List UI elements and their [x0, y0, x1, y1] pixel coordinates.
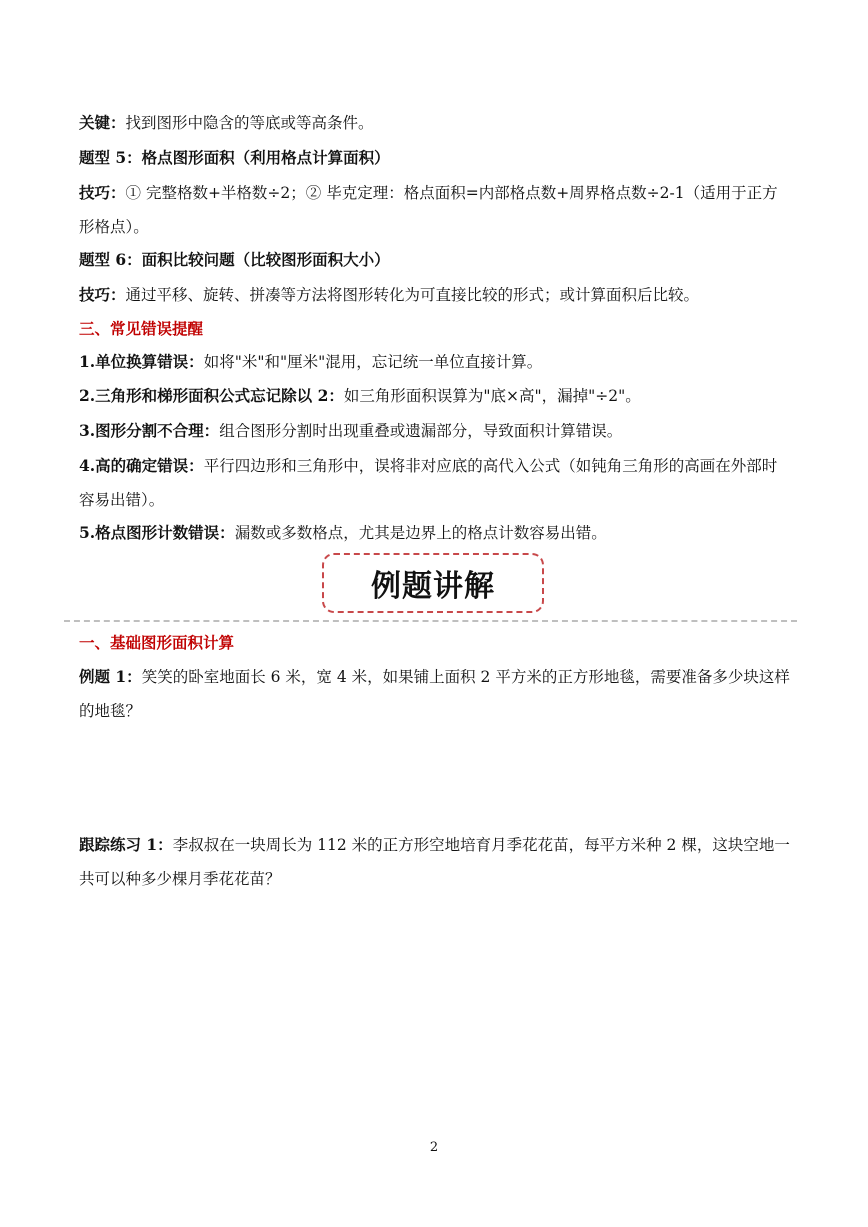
key-text: 找到图形中隐含的等底或等高条件。	[125, 114, 374, 132]
err4-text: 平行四边形和三角形中，误将非对应底的高代入公式（如钝角三角形的高画在外部时容易出错）。	[79, 457, 778, 509]
key-label: 关键：	[79, 113, 126, 132]
err3-label: 3.图形分割不合理：	[79, 421, 220, 440]
tip6-label: 技巧：	[79, 285, 126, 304]
err3-text: 组合图形分割时出现重叠或遗漏部分，导致面积计算错误。	[219, 422, 623, 440]
err4-label: 4.高的确定错误：	[79, 456, 204, 475]
example1-paragraph	[79, 660, 791, 728]
tip6-line	[79, 284, 699, 306]
err5-label: 5.格点图形计数错误：	[79, 523, 235, 542]
err1-label: 1.单位换算错误：	[79, 352, 204, 371]
type6-label: 题型 6：面积比较问题（比较图形面积大小）	[79, 250, 390, 269]
example1-text: 笑笑的卧室地面长 6 米，宽 4 米，如果铺上面积 2 平方米的正方形地毯，需要准备多少块这样的地毯？	[79, 668, 790, 720]
page-number: 2	[429, 1140, 439, 1155]
err5-line	[79, 522, 607, 544]
err2-label: 2.三角形和梯形面积公式忘记除以 2：	[79, 386, 344, 405]
err2-line	[79, 385, 641, 407]
key-line	[79, 112, 374, 134]
tip6-text: 通过平移、旋转、拼凑等方法将图形转化为可直接比较的形式；或计算面积后比较。	[125, 286, 700, 304]
section3-label: 三、常见错误提醒	[79, 319, 204, 338]
type5-label: 题型 5：格点图形面积（利用格点计算面积）	[79, 148, 390, 167]
err3-line	[79, 420, 622, 442]
tip5-paragraph	[79, 176, 791, 244]
example1-label: 例题 1：	[79, 667, 142, 686]
practice1-paragraph	[79, 828, 791, 896]
practice1-text: 李叔叔在一块周长为 112 米的正方形空地培育月季花花苗，每平方米种 2 棵，这块空地一共可以种多少棵月季花花苗？	[79, 836, 790, 888]
tip5-label: 技巧：	[79, 183, 126, 202]
section3-heading	[79, 318, 203, 340]
section1-label: 一、基础图形面积计算	[79, 633, 235, 652]
section-divider	[64, 620, 797, 622]
example-banner	[322, 553, 544, 613]
err1-line	[79, 351, 542, 373]
err2-text: 如三角形面积误算为"底×高"，漏掉"÷2"。	[343, 387, 641, 405]
err4-paragraph	[79, 449, 791, 517]
section1-heading	[79, 632, 234, 654]
err5-text: 漏数或多数格点，尤其是边界上的格点计数容易出错。	[234, 524, 607, 542]
err1-text: 如将"米"和"厘米"混用，忘记统一单位直接计算。	[203, 353, 543, 371]
practice1-label: 跟踪练习 1：	[79, 835, 173, 854]
type6-heading	[79, 249, 390, 271]
type5-heading	[79, 147, 390, 169]
tip5-text: ① 完整格数+半格数÷2；② 毕克定理：格点面积=内部格点数+周界格点数÷2-1（适用于正方形格点）。	[79, 184, 778, 236]
example-banner-title: 例题讲解	[371, 569, 495, 604]
